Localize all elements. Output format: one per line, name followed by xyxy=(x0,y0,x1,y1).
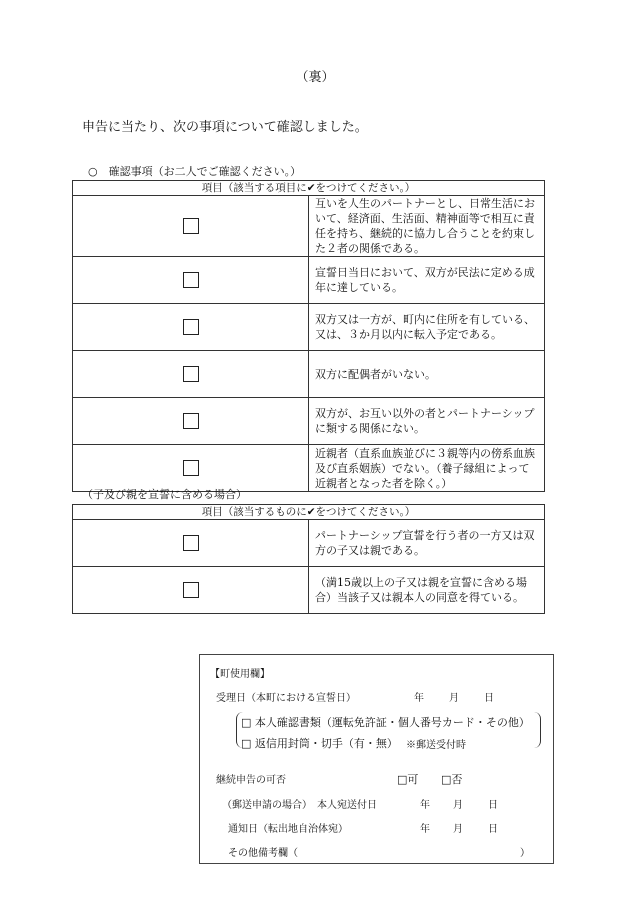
remarks-close-paren: ） xyxy=(520,848,530,859)
checkbox[interactable] xyxy=(183,319,199,335)
intro-text: 申告に当たり、次の事項について確認しました。 xyxy=(82,120,368,135)
confirmation-table xyxy=(72,180,545,492)
checkbox-cell[interactable] xyxy=(73,196,309,257)
checkbox[interactable] xyxy=(183,582,199,598)
month-label: 月 xyxy=(453,824,463,835)
day-label: 日 xyxy=(484,693,494,704)
office-use-box xyxy=(199,654,554,864)
item-text: （満15歳以上の子又は親を宣誓に含める場合）当該子又は親本人の同意を得ている。 xyxy=(309,567,545,614)
day-label: 日 xyxy=(488,800,498,811)
checkbox[interactable] xyxy=(183,413,199,429)
postal-receipt-note: ※郵送受付時 xyxy=(406,740,466,751)
remarks-label: その他備考欄（ xyxy=(228,848,298,859)
page-side-marker: （裏） xyxy=(295,70,335,85)
year-label: 年 xyxy=(414,693,424,704)
checkbox[interactable] xyxy=(183,366,199,382)
item-text: 双方が、お互い以外の者とパートナーシップに類する関係にない。 xyxy=(309,398,545,445)
table-row xyxy=(73,520,545,567)
item-text: 互いを人生のパートナーとし、日常生活において、経済面、生活面、精神面等で相互に責任を持ち、継続的に協力し合うことを約束した２者の関係である。 xyxy=(309,196,545,257)
table-row xyxy=(73,257,545,304)
checkbox[interactable] xyxy=(183,535,199,551)
year-label: 年 xyxy=(420,824,430,835)
item-text: 宣誓日当日において、双方が民法に定める成年に達している。 xyxy=(309,257,545,304)
checkbox-cell[interactable] xyxy=(73,567,309,614)
section-label-confirmation: ○ 確認事項（お二人でご確認ください。） xyxy=(88,165,302,178)
checkbox[interactable] xyxy=(183,218,199,234)
month-label: 月 xyxy=(449,693,459,704)
section-label-family: （子及び親を宣誓に含める場合） xyxy=(82,488,247,501)
checkbox-cell[interactable] xyxy=(73,351,309,398)
day-label: 日 xyxy=(488,824,498,835)
table-row xyxy=(73,304,545,351)
continuation-yes-option[interactable]: □可 xyxy=(397,773,419,786)
table-header: 項目（該当するものに✔をつけてください。） xyxy=(73,505,545,520)
checkbox-cell[interactable] xyxy=(73,445,309,492)
checkbox-cell[interactable] xyxy=(73,304,309,351)
checkbox-cell[interactable] xyxy=(73,520,309,567)
continuation-label: 継続申告の可否 xyxy=(216,775,286,786)
item-text: パートナーシップ宣誓を行う者の一方又は双方の子又は親である。 xyxy=(309,520,545,567)
year-label: 年 xyxy=(420,800,430,811)
item-text: 近親者（直系血族並びに３親等内の傍系血族及び直系姻族）でない。（養子縁組によって近親者となった者を除く。） xyxy=(309,445,545,492)
table-row xyxy=(73,445,545,492)
checkbox-cell[interactable] xyxy=(73,257,309,304)
table-row xyxy=(73,196,545,257)
checkbox[interactable] xyxy=(183,460,199,476)
month-label: 月 xyxy=(453,800,463,811)
item-text: 双方に配偶者がいない。 xyxy=(309,351,545,398)
table-row xyxy=(73,567,545,614)
continuation-no-option[interactable]: □否 xyxy=(441,773,463,786)
checkbox-cell[interactable] xyxy=(73,398,309,445)
item-text: 双方又は一方が、町内に住所を有している、又は、３か月以内に転入予定である。 xyxy=(309,304,545,351)
table-row xyxy=(73,398,545,445)
family-table xyxy=(72,504,545,614)
table-row xyxy=(73,351,545,398)
received-date-label: 受理日（本町における宣誓日） xyxy=(216,693,356,704)
checkbox[interactable] xyxy=(183,272,199,288)
return-envelope-check[interactable]: □ 返信用封筒・切手（有・無） xyxy=(241,737,398,750)
office-title: 【町使用欄】 xyxy=(210,669,270,680)
id-document-check[interactable]: □ 本人確認書類（運転免許証・個人番号カード・その他） xyxy=(241,716,530,729)
notice-date-label: 通知日（転出地自治体宛） xyxy=(228,824,348,835)
postal-send-date-label: （郵送申請の場合） 本人宛送付日 xyxy=(222,800,377,811)
table-header: 項目（該当する項目に✔をつけてください。） xyxy=(73,181,545,196)
